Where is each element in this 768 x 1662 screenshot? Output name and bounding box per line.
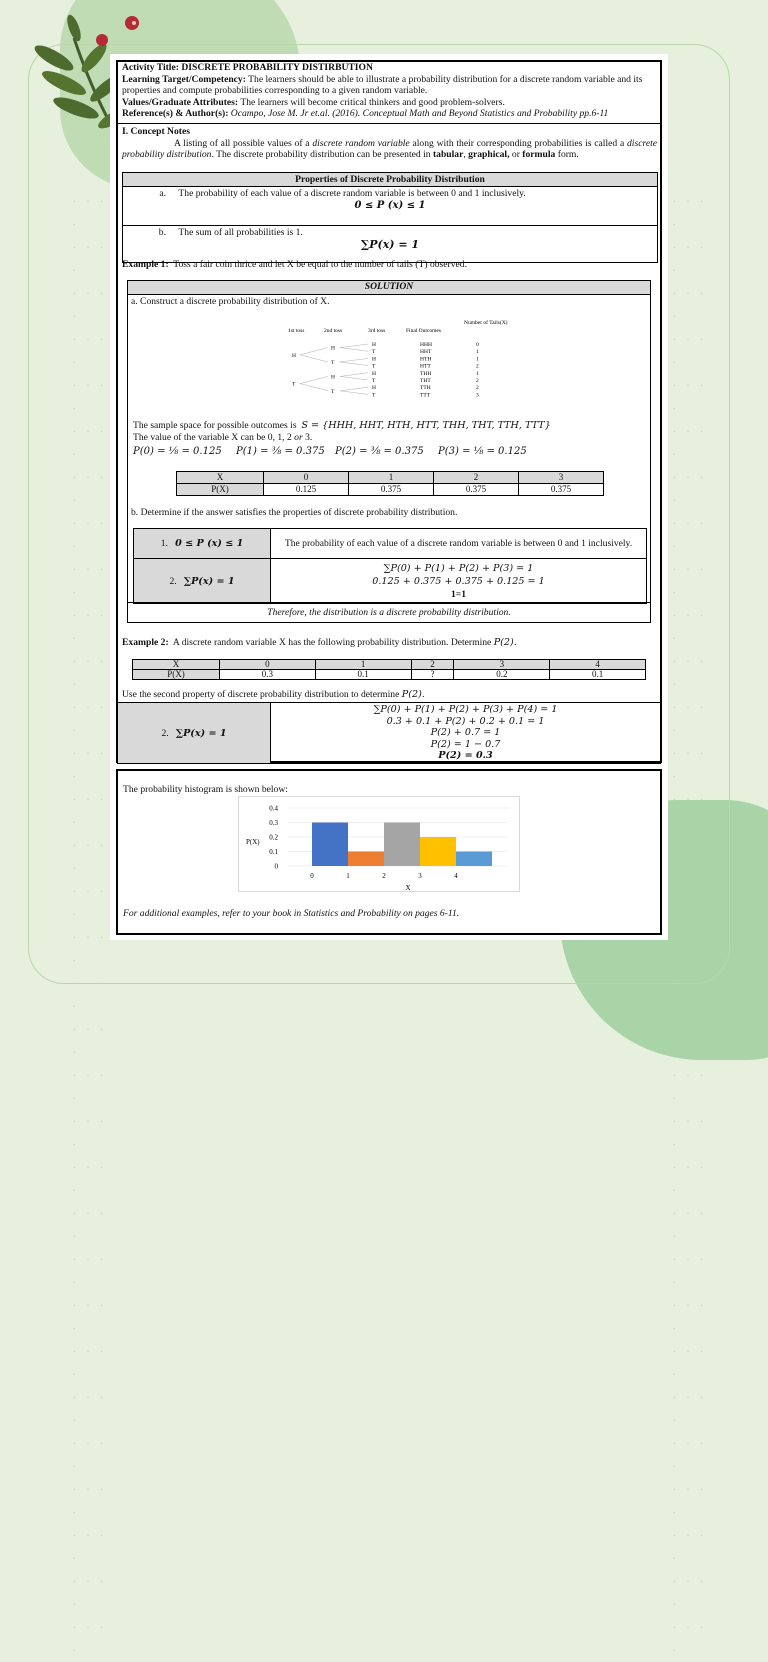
tree-outcome: THH bbox=[420, 370, 432, 377]
example2-solution-table bbox=[117, 702, 661, 764]
property-formula: 0 ≤ P (x) ≤ 1 bbox=[354, 200, 426, 211]
x-tick-label: 2 bbox=[382, 872, 386, 880]
tree-outcome: THT bbox=[420, 378, 431, 384]
tree-tail-count: 3 bbox=[476, 392, 479, 399]
activity-title: DISCRETE PROBABILITY DISTIRBUTION bbox=[181, 62, 373, 73]
histogram-bar bbox=[384, 823, 420, 867]
property-text: The sum of all probabilities is 1. bbox=[178, 227, 303, 238]
property-formula: ∑P(x) = 1 bbox=[175, 727, 227, 739]
tree-tail-count: 0 bbox=[476, 342, 479, 348]
verification-property-2 bbox=[134, 559, 271, 604]
tree-outcome: HTT bbox=[420, 363, 431, 370]
example1-distribution-table bbox=[176, 471, 604, 496]
probability-p0: P(0) = ⅛ = 0.125 bbox=[133, 446, 222, 457]
verification-property-1 bbox=[134, 529, 271, 559]
verification-work-2 bbox=[271, 559, 647, 604]
table-cell-x: 0 bbox=[264, 472, 349, 484]
example2-distribution-table bbox=[132, 659, 646, 680]
property-formula: ∑P(x) = 1 bbox=[183, 575, 235, 587]
verification-table bbox=[133, 528, 647, 604]
property-letter: a. bbox=[159, 188, 166, 199]
tree-branch bbox=[340, 373, 368, 377]
sample-space-text: The sample space for possible outcomes is bbox=[133, 420, 297, 431]
variable-values bbox=[133, 432, 312, 444]
concept-keyword: formula bbox=[522, 149, 556, 160]
example2-work bbox=[271, 703, 661, 764]
equation-result: P(2) = 0.3 bbox=[438, 750, 493, 762]
tree-node: H bbox=[372, 342, 376, 348]
table-cell-p: 0.1 bbox=[315, 670, 411, 680]
tree-branch bbox=[340, 358, 368, 362]
learning-target-label: Learning Target/Competency: bbox=[122, 73, 246, 85]
table-header-x: X bbox=[177, 472, 264, 484]
property-formula: ∑P(x) = 1 bbox=[360, 238, 420, 251]
y-tick-label: 0.2 bbox=[269, 833, 278, 842]
reference-label: Reference(s) & Author(s): bbox=[122, 108, 229, 119]
chart-x-label: X bbox=[405, 884, 411, 892]
tree-header: 1st toss bbox=[288, 328, 305, 334]
decorative-dots: · · · · · · · · · · · · · · · · · · · · · · · · · · · · · · · · · · · · · · · · · · · · · · · · · · · · · · · · · · · · · · · · · · · · · · · · · · · · · · · · · · · · · · · · · · · · · · · · · · · · · · · · · · · · · · · · · · · · · · · · · · · · · · · · bbox=[672, 197, 707, 1655]
example2-instruction bbox=[122, 689, 425, 701]
tree-node: T bbox=[372, 392, 376, 399]
table-cell-x: 2 bbox=[434, 472, 519, 484]
tree-branch bbox=[340, 387, 368, 391]
tree-node: H bbox=[372, 370, 376, 377]
property-text: The probability of each value of a discrete random variable is between 0 and 1 inclusively. bbox=[178, 188, 526, 199]
table-header-p: P(X) bbox=[177, 484, 264, 496]
table-cell-x: 1 bbox=[349, 472, 434, 484]
part-b: b. Determine if the answer satisfies the properties of discrete probability distribution. bbox=[131, 507, 458, 518]
tree-branch bbox=[340, 376, 368, 380]
y-tick-label: 0.1 bbox=[269, 848, 278, 856]
instruction-text: Use the second property of discrete probability distribution to determine bbox=[122, 689, 400, 700]
tree-labels bbox=[292, 342, 479, 398]
table-cell-x: 3 bbox=[519, 472, 604, 484]
property-b bbox=[123, 226, 658, 263]
tree-branch bbox=[340, 348, 368, 352]
table-cell-p: 0.2 bbox=[454, 670, 550, 680]
concept-text: or bbox=[511, 149, 520, 160]
property-letter: b. bbox=[158, 227, 166, 238]
equation-result: 1=1 bbox=[450, 588, 467, 600]
tree-tail-count: 1 bbox=[476, 349, 479, 356]
concept-keyword: graphical, bbox=[468, 149, 510, 160]
tree-header: Final Outcomes bbox=[406, 328, 441, 334]
tree-branch bbox=[340, 391, 368, 395]
concept-text: form. bbox=[557, 149, 579, 160]
example-label: Example 1: bbox=[122, 259, 169, 270]
histogram-bar bbox=[456, 852, 492, 867]
concept-heading: I. Concept Notes bbox=[122, 126, 190, 137]
example1-statement bbox=[122, 259, 657, 271]
tree-node: H bbox=[331, 345, 335, 352]
tree-branch bbox=[300, 355, 328, 362]
instruction-target: P(2). bbox=[401, 689, 425, 700]
table-cell-x: 2 bbox=[411, 660, 454, 670]
tree-header: Number of Tails(X) bbox=[464, 320, 508, 326]
table-cell-p: 0.125 bbox=[264, 484, 349, 496]
chart-y-label: P(X) bbox=[246, 838, 260, 846]
tree-branch bbox=[340, 344, 368, 348]
table-cell-p: 0.1 bbox=[550, 670, 646, 680]
x-tick-label: 4 bbox=[454, 872, 458, 880]
tree-branch bbox=[300, 348, 328, 355]
concept-term: discrete random variable bbox=[312, 137, 410, 149]
conclusion: Therefore, the distribution is a discrete probability distribution. bbox=[267, 607, 511, 618]
equation-line: ∑P(0) + P(1) + P(2) + P(3) = 1 bbox=[383, 562, 534, 574]
probability-p2: P(2) = ⅜ = 0.375 bbox=[335, 446, 424, 457]
tree-tail-count: 1 bbox=[476, 370, 479, 377]
y-tick-label: 0 bbox=[274, 862, 278, 871]
table-cell-x: 1 bbox=[315, 660, 411, 670]
probability-histogram bbox=[238, 796, 520, 892]
concept-text: along with their corresponding probabilities is called a bbox=[412, 137, 625, 149]
property-a bbox=[123, 187, 658, 226]
tree-diagram bbox=[280, 316, 510, 402]
table-header-x: X bbox=[133, 660, 220, 670]
concept-keyword: tabular bbox=[432, 149, 464, 160]
sample-space-set: S = {HHH, HHT, HTH, HTT, THH, THT, TTH, TTT} bbox=[301, 420, 551, 431]
part-a: a. Construct a discrete probability distribution of X. bbox=[131, 296, 330, 307]
properties-title: Properties of Discrete Probability Distribution bbox=[123, 173, 658, 187]
x-tick-label: 1 bbox=[346, 872, 350, 880]
tree-outcome: HTH bbox=[420, 356, 432, 363]
verification-text-1: The probability of each value of a discrete random variable is between 0 and 1 inclusively. bbox=[271, 529, 647, 559]
y-tick-label: 0.4 bbox=[269, 804, 278, 813]
probability-p3: P(3) = ⅛ = 0.125 bbox=[438, 446, 527, 457]
variable-values-text: The value of the variable X can be 0, 1, 2 bbox=[133, 432, 292, 443]
example-text: A discrete random variable X has the following probability distribution. Determine bbox=[172, 637, 492, 648]
table-cell-x: 4 bbox=[550, 660, 646, 670]
activity-header bbox=[122, 62, 657, 120]
values-label: Values/Graduate Attributes: bbox=[122, 96, 239, 108]
concept-text: A listing of all possible values of a bbox=[174, 137, 310, 149]
concept-text: . The discrete probability distribution can be presented in bbox=[211, 149, 431, 160]
example-target: P(2). bbox=[493, 637, 517, 648]
histogram-bar bbox=[420, 837, 456, 866]
tree-header: 2nd toss bbox=[324, 328, 343, 334]
chart-border bbox=[239, 797, 520, 892]
concept-notes bbox=[122, 126, 657, 161]
values-text: The learners will become critical thinkers and good problem-solvers. bbox=[240, 96, 505, 108]
tree-node: T bbox=[372, 378, 376, 384]
property-number: 2. bbox=[169, 575, 177, 587]
example2-property bbox=[118, 703, 271, 764]
variable-values-text: or bbox=[294, 432, 303, 443]
table-cell-p: 0.375 bbox=[519, 484, 604, 496]
histogram-footer: For additional examples, refer to your book in Statistics and Probability on pages 6-11. bbox=[123, 908, 460, 919]
histogram-bar bbox=[312, 823, 348, 867]
table-header-p: P(X) bbox=[133, 670, 220, 680]
example-text: Toss a fair coin thrice and let X be equal to the number of tails (T) observed. bbox=[173, 259, 467, 270]
activity-title-label: Activity Title: bbox=[122, 62, 179, 73]
equation-line: ∑P(0) + P(1) + P(2) + P(3) + P(4) = 1 bbox=[373, 704, 558, 716]
histogram-intro: The probability histogram is shown below: bbox=[123, 784, 288, 795]
equation-line: 0.3 + 0.1 + P(2) + 0.2 + 0.1 = 1 bbox=[386, 715, 545, 727]
equation-line: P(2) = 1 − 0.7 bbox=[430, 738, 501, 750]
probability-p1: P(1) = ⅜ = 0.375 bbox=[236, 446, 325, 457]
table-cell-p: 0.375 bbox=[349, 484, 434, 496]
decorative-dots: · · · · · · · · · · · · · · · · · · · · · · · · · · · · · · · · · · · · · · · · · · · · · · · · · · · · · · · · · · · · · · · · · · · · · · · · · · · · · · · · · · · · · · · · · · · · · · · · · · · · · · · · · · · · · · · · · · · · · · · · · · · · · · · · bbox=[72, 197, 107, 1655]
x-tick-label: 0 bbox=[310, 872, 314, 880]
equation-line: P(2) + 0.7 = 1 bbox=[430, 727, 501, 739]
tree-outcome: HHH bbox=[420, 342, 432, 348]
property-formula: 0 ≤ P (x) ≤ 1 bbox=[175, 538, 244, 549]
sample-space bbox=[133, 420, 653, 432]
x-tick-label: 3 bbox=[418, 872, 422, 880]
tree-node: H bbox=[372, 385, 376, 392]
divider bbox=[118, 123, 660, 124]
tree-node: T bbox=[372, 349, 376, 356]
tree-tail-count: 1 bbox=[476, 356, 479, 363]
tree-branch bbox=[300, 384, 328, 391]
tree-outcome: HHT bbox=[420, 349, 432, 356]
tree-outcome: TTH bbox=[420, 385, 431, 392]
concept-term: discrete probability distribution bbox=[122, 137, 658, 160]
tree-node: T bbox=[331, 388, 335, 395]
properties-table bbox=[122, 172, 658, 263]
tree-outcome: TTT bbox=[420, 392, 431, 399]
tree-tail-count: 2 bbox=[476, 385, 479, 392]
variable-values-text: 3. bbox=[305, 432, 313, 443]
example2-statement bbox=[122, 637, 657, 649]
tree-node: T bbox=[372, 363, 376, 370]
equation-line: 0.125 + 0.375 + 0.375 + 0.125 = 1 bbox=[372, 575, 545, 587]
tree-tail-count: 2 bbox=[476, 363, 479, 370]
table-cell-p: 0.375 bbox=[434, 484, 519, 496]
table-cell-p: ? bbox=[411, 670, 454, 680]
histogram-bar bbox=[348, 852, 384, 867]
tree-node: H bbox=[372, 356, 376, 363]
tree-tail-count: 2 bbox=[476, 378, 479, 384]
y-tick-label: 0.3 bbox=[269, 819, 278, 827]
solution-heading: SOLUTION bbox=[128, 281, 650, 295]
property-number: 1. bbox=[160, 538, 168, 549]
property-number: 2. bbox=[161, 727, 169, 739]
table-cell-x: 0 bbox=[220, 660, 316, 670]
concept-text: , bbox=[463, 149, 466, 160]
table-cell-p: 0.3 bbox=[220, 670, 316, 680]
tree-branch bbox=[300, 376, 328, 383]
tree-node: H bbox=[331, 374, 335, 381]
table-cell-x: 3 bbox=[454, 660, 550, 670]
tree-node: T bbox=[292, 381, 296, 388]
tree-node: H bbox=[292, 352, 296, 359]
example-label: Example 2: bbox=[122, 637, 169, 648]
tree-branch bbox=[340, 362, 368, 366]
tree-header: 3rd toss bbox=[368, 328, 386, 334]
tree-node: T bbox=[331, 360, 335, 366]
divider bbox=[128, 602, 650, 603]
reference-text: Ocampo, Jose M. Jr et.al. (2016). Conceptual Math and Beyond Statistics and Probability pp.6-11 bbox=[230, 108, 609, 119]
learning-target: The learners should be able to illustrate a probability distribution for a discrete random variable and its properties and compute probabilities corresponding to a given random variable. bbox=[122, 73, 643, 96]
